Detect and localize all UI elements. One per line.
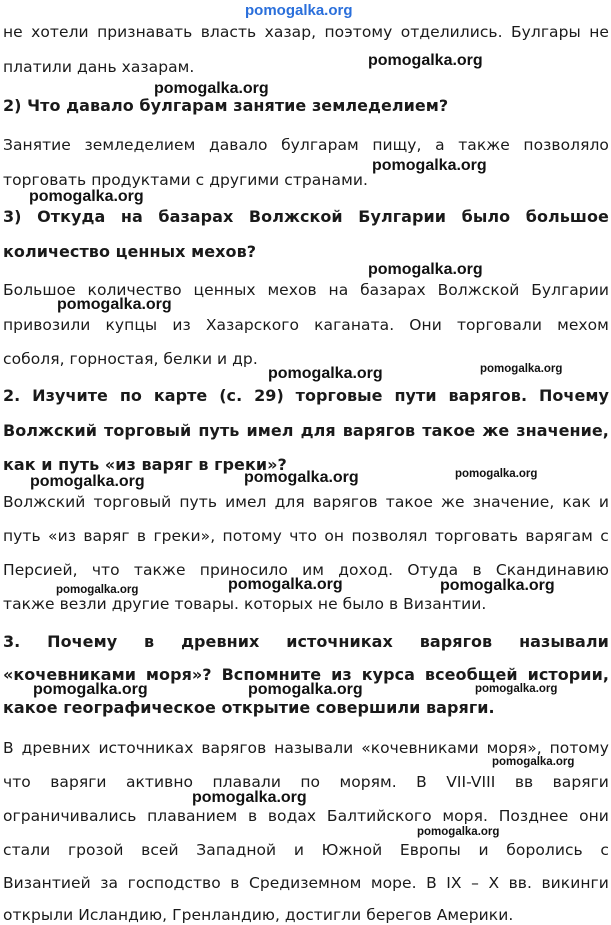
text-line: Волжский торговый путь имел для варягов такое же значение, как и bbox=[3, 493, 609, 511]
text-line: стали грозой всей Западной и Южной Европы и боролись с bbox=[3, 841, 609, 859]
question-heading: 3. Почему в древних источниках варягов назывaли bbox=[3, 632, 609, 651]
watermark: pomogalka.org bbox=[33, 681, 148, 698]
text-line: Занятие земледелием давало булгарам пищу, а также позволяло bbox=[3, 136, 609, 154]
text-line: Большое количество ценных мехов на базарах Волжской Булгарии bbox=[3, 281, 609, 299]
watermark: pomogalka.org bbox=[56, 584, 139, 596]
text-line: ограничивались плаванием в водах Балтийского моря. Позднее они bbox=[3, 807, 609, 825]
question-heading: 2) Что давало булгарам занятие земледелием? bbox=[3, 96, 449, 115]
text-line: также везли другие товары. которых не было в Византии. bbox=[3, 595, 487, 613]
watermark: pomogalka.org bbox=[192, 789, 307, 806]
text-line: путь «из варяг в греки», потому что он позволял торговать варягам с bbox=[3, 527, 609, 545]
watermark: pomogalka.org bbox=[368, 52, 483, 69]
text-line: Персией, что также приносило им доход. Отуда в Скандинавию bbox=[3, 561, 609, 579]
question-heading: как и путь «из варяг в греки»? bbox=[3, 455, 287, 474]
watermark: pomogalka.org bbox=[455, 468, 538, 480]
watermark: pomogalka.org bbox=[57, 296, 172, 313]
question-heading: Волжский торговый путь имел для варягов такое же значение, bbox=[3, 421, 609, 440]
watermark: pomogalka.org bbox=[417, 826, 500, 838]
watermark: pomogalka.org bbox=[268, 365, 383, 382]
watermark: pomogalka.org bbox=[30, 473, 145, 490]
question-heading: 3) Откуда на базарах Волжской Булгарии было большое bbox=[3, 207, 609, 226]
text-line: Византией за господство в Средиземном море. В IX – X вв. викинги bbox=[3, 874, 609, 892]
watermark: pomogalka.org bbox=[475, 683, 558, 695]
text-line: платили дань хазарам. bbox=[3, 58, 195, 76]
question-heading: «кочевниками моря»? Вспомните из курса всеобщей истории, bbox=[3, 665, 609, 684]
watermark: pomogalka.org bbox=[245, 2, 353, 19]
text-line: торговать продуктами с другими странами. bbox=[3, 171, 368, 189]
watermark: pomogalka.org bbox=[368, 261, 483, 278]
text-line: соболя, горностая, белки и др. bbox=[3, 350, 258, 368]
text-line: не хотели признавать власть хазар, поэтому отделились. Булгары не bbox=[3, 23, 609, 41]
watermark: pomogalka.org bbox=[480, 363, 563, 375]
text-line: В древних источниках варягов называли «кочевниками моря», потому bbox=[3, 739, 609, 757]
question-heading: какое географическое открытие совершили варяги. bbox=[3, 698, 495, 717]
watermark: pomogalka.org bbox=[29, 188, 144, 205]
question-heading: 2. Изучите по карте (с. 29) торговые пути варягов. Почему bbox=[3, 386, 609, 405]
watermark: pomogalka.org bbox=[228, 576, 343, 593]
watermark: pomogalka.org bbox=[248, 681, 363, 698]
watermark: pomogalka.org bbox=[154, 80, 269, 97]
question-heading: количество ценных мехов? bbox=[3, 242, 257, 261]
watermark: pomogalka.org bbox=[372, 157, 487, 174]
watermark: pomogalka.org bbox=[492, 756, 575, 768]
text-line: привозили купцы из Хазарского каганата. Они торговали мехом bbox=[3, 316, 609, 334]
watermark: pomogalka.org bbox=[244, 469, 359, 486]
watermark: pomogalka.org bbox=[440, 577, 555, 594]
text-line: что варяги активно плавали по морям. В VII-VIII вв варяги bbox=[3, 773, 609, 791]
text-line: открыли Исландию, Гренландию, достигли берегов Америки. bbox=[3, 906, 514, 924]
